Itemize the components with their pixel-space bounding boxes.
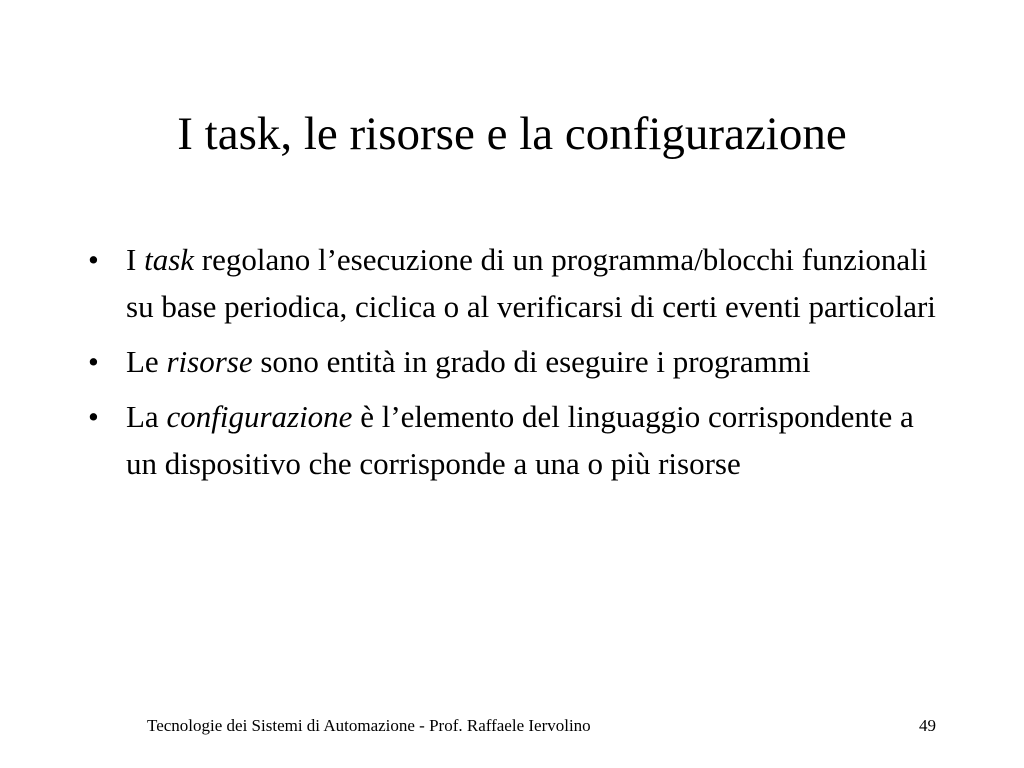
bullet-item-task: [88, 236, 948, 330]
bullet-text-prefix: La: [126, 399, 167, 434]
bullet-emphasis: task: [144, 242, 195, 277]
bullet-marker-icon: •: [88, 399, 99, 434]
bullet-text-prefix: Le: [126, 344, 167, 379]
bullet-text-body: regolano l’esecuzione di un programma/blocchi funzionali su base periodica, ciclica o al verificarsi di certi eventi particolari: [126, 242, 936, 324]
page-number: 49: [919, 716, 936, 735]
bullet-text-prefix: I: [126, 242, 145, 277]
bullet-emphasis: configurazione: [166, 399, 353, 434]
bullet-item-risorse: [88, 338, 948, 385]
bullet-list: [88, 236, 948, 495]
slide-title: I task, le risorse e la configurazione: [177, 108, 847, 160]
bullet-marker-icon: •: [88, 344, 99, 379]
bullet-marker-icon: •: [88, 242, 99, 277]
bullet-text-body: sono entità in grado di eseguire i programmi: [252, 344, 811, 379]
bullet-item-configurazione: [88, 393, 948, 487]
bullet-emphasis: risorse: [166, 344, 253, 379]
footer-text: Tecnologie dei Sistemi di Automazione - Prof. Raffaele Iervolino: [147, 716, 591, 735]
bullet-text-body: è l’elemento del linguaggio corrispondente a un dispositivo che corrisponde a una o più risorse: [126, 399, 914, 481]
